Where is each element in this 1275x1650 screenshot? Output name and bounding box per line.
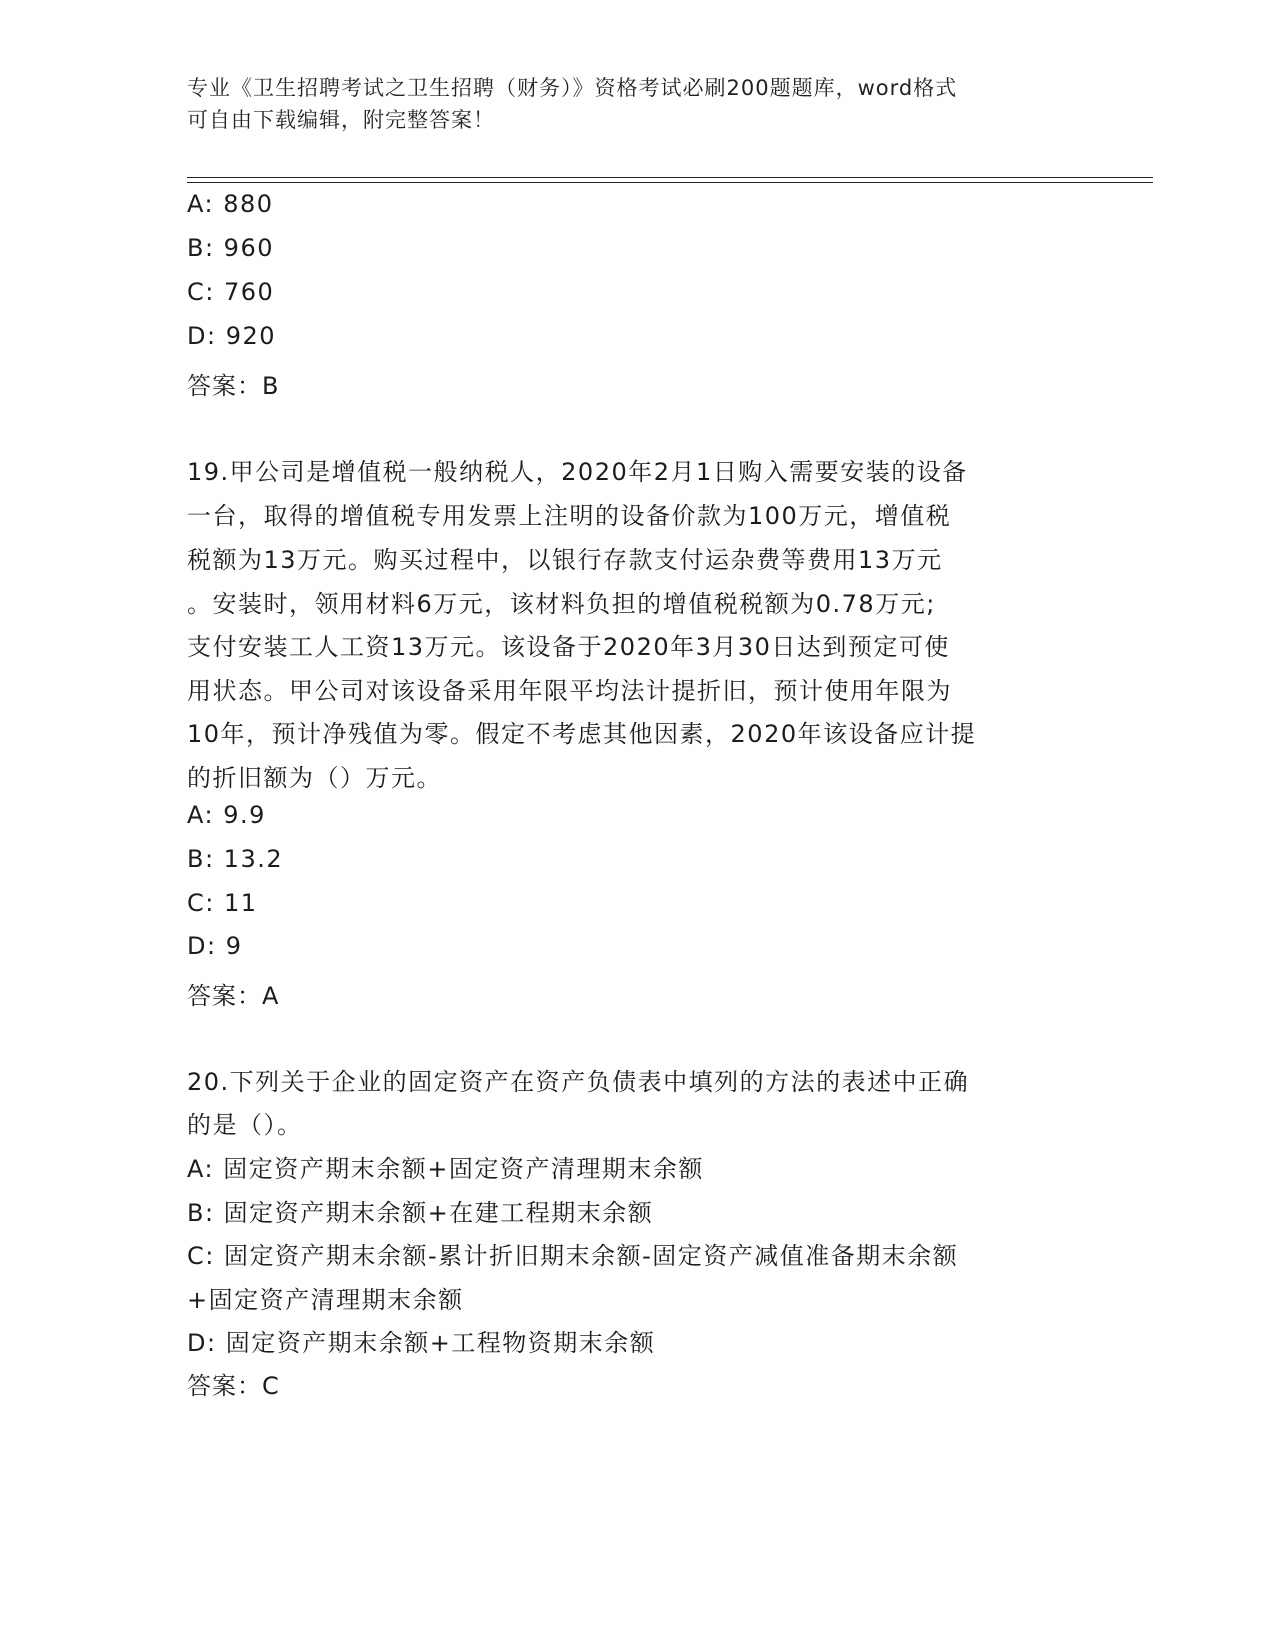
header-rule-top [187,177,1153,178]
q20-option-c-continued: +固定资产清理期末余额 [187,1286,464,1314]
q19-stem-line-6: 用状态。甲公司对该设备采用年限平均法计提折旧，预计使用年限为 [187,677,952,705]
q18-option-d: D: 920 [187,322,277,350]
q19-stem-line-3: 税额为13万元。购买过程中，以银行存款支付运杂费等费用13万元 [187,546,943,574]
q20-answer: 答案：C [187,1372,280,1400]
q20-option-c: C: 固定资产期末余额-累计折旧期末余额-固定资产减值准备期末余额 [187,1242,959,1270]
q20-option-d: D: 固定资产期末余额+工程物资期末余额 [187,1329,656,1357]
q20-option-a: A: 固定资产期末余额+固定资产清理期末余额 [187,1155,704,1183]
q19-stem-line-7: 10年，预计净残值为零。假定不考虑其他因素，2020年该设备应计提 [187,720,977,748]
document-header [187,72,1087,136]
q19-option-a: A: 9.9 [187,801,266,829]
header-title-line-1: 专业《卫生招聘考试之卫生招聘（财务）》资格考试必刷200题题库，word格式 [187,76,958,100]
q19-option-d: D: 9 [187,932,243,960]
q19-option-c: C: 11 [187,889,258,917]
q20-stem-line-2: 的是（）。 [187,1111,303,1139]
q19-stem-line-5: 支付安装工人工资13万元。该设备于2020年3月30日达到预定可使 [187,633,950,661]
q19-answer: 答案：A [187,982,280,1010]
q18-option-a: A: 880 [187,190,274,218]
q18-answer: 答案：B [187,372,280,400]
q19-stem-line-8: 的折旧额为（）万元。 [187,764,442,792]
q19-stem-line-1: 19.甲公司是增值税一般纳税人，2020年2月1日购入需要安装的设备 [187,458,968,486]
q19-option-b: B: 13.2 [187,845,284,873]
q19-stem-line-4: 。安装时，领用材料6万元，该材料负担的增值税税额为0.78万元; [187,590,936,618]
q19-stem-line-2: 一台，取得的增值税专用发票上注明的设备价款为100万元，增值税 [187,502,952,530]
header-title-line-2: 可自由下载编辑，附完整答案！ [187,108,495,132]
header-rule-bottom [187,182,1153,183]
q18-option-b: B: 960 [187,234,274,262]
q20-stem-line-1: 20.下列关于企业的固定资产在资产负债表中填列的方法的表述中正确 [187,1068,970,1096]
q18-option-c: C: 760 [187,278,275,306]
q20-option-b: B: 固定资产期末余额+在建工程期末余额 [187,1199,654,1227]
